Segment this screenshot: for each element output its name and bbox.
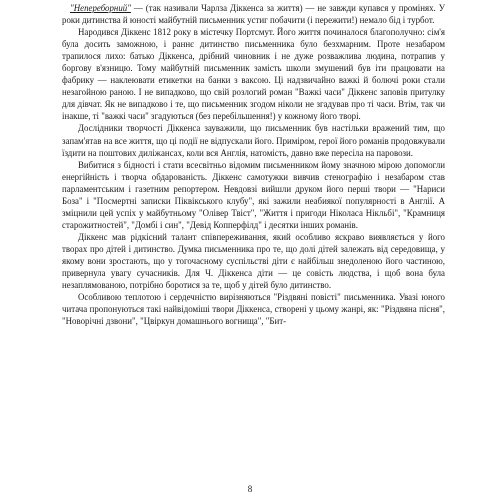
paragraph-intro-lead: "Непереборний" [70, 3, 131, 13]
paragraph-researchers: Дослідники творчості Діккенса зауважили, що письменник був настільки вражений тим, що запам'ятав на все життя, що ці події не відпускали його. Приміром, герої його романів продовжували їздити на поштових диліжансах, коли вся Англія, натомість, давно вже пересіла на паровози. [62, 123, 445, 158]
paragraph-intro [62, 2, 445, 26]
paragraph-career: Вибитися з бідності і стати всесвітньо відомим письменником йому значною мірою допомогли енергійність і творча обдарованість. Діккенс самотужки вивчив стенографію і незабаром став парламентським і газетним репортером. Невдовзі вийшли друком його перші твори — "Нариси Боза" і "Посмертні записки Піквікського клубу", які зажили неабиякої популярності в Англії. А зміцнили цей успіх у майбутньому "Олівер Твіст", "Життя і пригоди Ніколаса Нікльбі", "Крамниця старожитностей", "Домбі і син", "Девід Копперфілд" і десятки інших романів. [62, 159, 445, 230]
paragraph-intro-text: — (так називали Чарлза Діккенса за життя) — не завжди купався у промінях. У роки дитинства й юності майбутній письменник устиг побачити (і пережити!) немало бід і турбот. [62, 3, 445, 26]
paragraph-christmas: Особливою теплотою і сердечністю вирізняються "Різдвяні повісті" письменника. Увазі юного читача пропонуються такі найвідоміші твори Діккенса, створені у цьому жанрі, як: "Різдвяна пісня", "Новорічні дзвони", "Цвіркун домашнього вогнища", "Бит- [62, 292, 445, 327]
paragraph-children: Діккенс мав рідкісний талант співпереживання, який особливо яскраво виявляється у його творах про дітей і дитинство. Думка письменника про те, що долі дітей залежать від середовища, у якому вони зростають, що у тогочасному суспільстві діти є найбільш знедоленою його частиною, привернула увагу сучасників. Для Ч. Діккенса діти — це совість людства, і щоб вона була незаплямованою, потрібно боротися за те, щоб у дітей було дитинство. [62, 231, 445, 291]
paragraph-birth: Народився Діккенс 1812 року в містечку Портсмут. Його життя починалося благополучно: сім'я була досить заможною, і раннє дитинство письменника було безхмарним. Проте незабаром трапилося лихо: батько Діккенса, дрібний чиновник і не дуже розважлива людина, потрапив у боргову в'язницю. Тому майбутній письменник замість школи змушений був іти працювати на фабрику — наклеювати етикетки на банки з ваксою. Ці надзвичайно важкі й болючі роки стали незагойною раною. І не випадково, що свій розлогий роман "Важкі часи" Діккенс заповів притулку для дівчат. Як не випадково і те, що письменник згодом ніколи не згадував про ті часи. Втім, так чи інакше, ті "важкі часи" згадуються (без перебільшення!) у кожному його творі. [62, 27, 445, 122]
page-number: 8 [247, 484, 253, 494]
document-page [62, 2, 445, 482]
